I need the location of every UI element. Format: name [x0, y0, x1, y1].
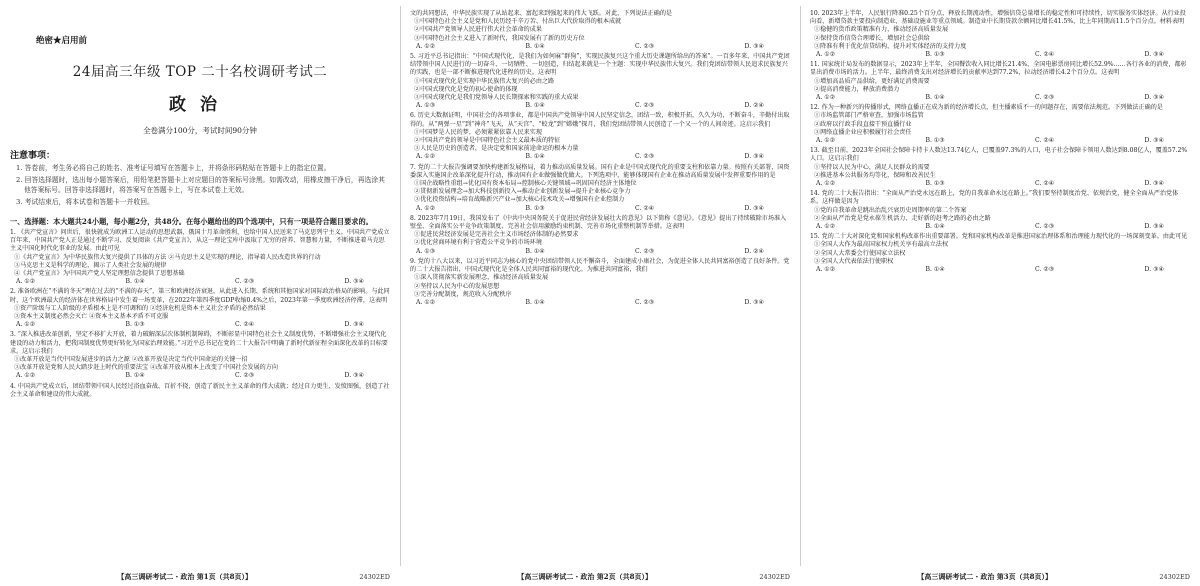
answer-choices [10, 372, 390, 380]
answer-choice: B. ①④ [525, 153, 545, 161]
question-stem: 14. 党的二十大报告指出：“全面从严治党永远在路上，党的自我革命永远在路上。”我们要坚持制度治党、依规治党，健全全面从严治党体系。这样做是因为 [810, 190, 1179, 206]
question-option: ③中国式现代化是我们党领导人民长期探索和实践的重大成果 [414, 94, 579, 102]
answer-choice: D. ③④ [1144, 180, 1164, 188]
answer-choices [810, 266, 1190, 274]
answer-choices [410, 299, 790, 307]
question-stem: 6. 历史大数据证明，中国社会的各项事业，都是中国共产党领导中国人民坚定信念，团结一致，积极开拓，久久为功，不断奋斗，辛勤付出取得的。从“两弹一星”到“神舟”飞天，从“天宫”、“蛟龙”到“嫦娥”探月，我们党团结带领人民创造了一个又一个的人间奇迹。这启示我们 [410, 112, 790, 128]
question-option: ①《共产党宣言》为中华民族伟大复兴提供了具体的方法 ②马克思主义是实现的理论，指导着人民改造世界的行动 [14, 253, 321, 261]
answer-choice: D. ③④ [344, 321, 364, 329]
answer-choice: C. ②③ [635, 298, 655, 306]
question [810, 104, 1190, 145]
answer-choice: D. ③④ [1144, 266, 1164, 274]
answer-choices [410, 205, 790, 213]
note-item: 2. 回答选择题时，选出每小题答案后，用铅笔把答题卡上对应题目的答案标号涂黑。如需改动，用橡皮擦干净后，再选涂其他答案标号。回答非选择题时，将答案写在答题卡上，写在本试卷上无效。 [16, 176, 385, 194]
answer-choice: A. ①② [816, 223, 836, 231]
footer-code: 24302ED [1159, 573, 1190, 581]
answer-choice: A. ①② [416, 204, 436, 212]
question-option: ②全面从严治党是党永葆生机活力、走好新的赶考之路的必由之路 [814, 214, 991, 222]
question-option: ①党的自我革命是跳出治乱兴衰历史周期率的第二个答案 [814, 206, 967, 214]
answer-choices [810, 223, 1190, 231]
question [410, 164, 790, 213]
note-item: 1. 答卷前，考生务必将自己的姓名、准考证号填写在答题卡上，并将条形码粘贴在答题卡上的指定位置。 [16, 164, 331, 172]
question [410, 53, 790, 110]
section-heading: 一、选择题：本大题共24小题，每小题2分，共48分。在每小题给出的四个选项中，只有一项是符合题目要求的。 [10, 217, 373, 226]
answer-choice: A. ①② [816, 137, 836, 145]
answer-choice: C. ②③ [235, 372, 255, 380]
answer-choices [810, 180, 1190, 188]
answer-choice: D. ③④ [744, 42, 764, 50]
question-option: ③人民是历史的创造者，是决定党和国家前途命运的根本力量 [414, 145, 579, 153]
question-stem: 7. 党的二十大报告强调要加快构建新发展格局，着力推动高质量发展。国有企业是中国式现代化的重要支柱和依靠力量。按照有关部署，国资委深入实施国企改革深化提升行动，推动国有企业做强做优做大。下列选项中，能够体现国有企业在推动高质量发展中发挥重要作用的是 [410, 163, 790, 179]
question-stem: 11. 国家统计局发布的数据显示，2023年上半年，全国餐饮收入同比增长21.4%，全国电影票房同比增长52.9%……各行各业的消费，都彰显出消费市场的活力。上半年，最终消费支出对经济增长的贡献率达到77.2%，拉动经济增长4.2个百分点。这表明 [810, 61, 1187, 77]
answer-choice: B. ①③ [925, 180, 945, 188]
question-option: ②全国人大常委会行使国家立法权 [814, 249, 906, 257]
question-option: ①改革开放是当代中国发展进步的活力之源 ②改革开放是决定当代中国命运的关键一招 [14, 356, 248, 364]
answer-choice: B. ①④ [525, 298, 545, 306]
question-option: ②推进基本公共服务均等化，保障和改善民生 [814, 171, 936, 179]
question [810, 147, 1190, 188]
answer-choices [410, 248, 790, 256]
question-option: ②政府以行政手段直接干预直播行业 [814, 120, 912, 128]
answer-choice: A. ①② [16, 278, 36, 286]
question [410, 112, 790, 161]
answer-choice: C. ②③ [1035, 223, 1055, 231]
question-option: ②中国共产党领导人民进行伟大社会革命的成果 [414, 26, 542, 34]
question [410, 215, 790, 256]
answer-choices [10, 321, 390, 329]
page-footer [410, 572, 790, 582]
exam-title: 24届高三年级 TOP 二十名校调研考试二 [72, 64, 328, 80]
answer-choice: C. ②③ [635, 42, 655, 50]
question-option: ②优化营商环境有利于营造公平竞争的市场环境 [414, 239, 542, 247]
answer-choices [410, 153, 790, 161]
answer-choice: C. ②③ [635, 153, 655, 161]
question [810, 190, 1190, 231]
page-footer [10, 572, 390, 582]
question-option: ③全国人大代表依法行使职权 [814, 257, 894, 265]
subject-title: 政治 [169, 95, 231, 115]
question-option: ①国企战略性重组→优化国有资本布局→控制核心关键领域→巩固国有经济主体地位 [414, 180, 637, 188]
question-option: ①全国人大作为最高国家权力机关享有最高立法权 [814, 241, 949, 249]
question [410, 258, 790, 307]
answer-choice: B. ①④ [925, 223, 945, 231]
question-option: ③马克思主义是科学的理论，揭示了人类社会发展的规律 [14, 261, 167, 269]
exam-page-3 [800, 0, 1200, 586]
question-stem: 1. 《共产党宣言》问世后，很快就成为欧洲工人运动的思想武器，俄国十月革命胜利，也给中国人民送来了马克思列宁主义。中国共产党成立百年来，中国共产党人正是通过不断学习、反复阅读《共产党宣言》，从这一理论宝库中汲取了无穷的营养、智慧和力量，不断推进着马克思主义中国化时代化事业的发展。由此可见 [10, 229, 390, 253]
secret-label: 绝密★启用前 [36, 36, 88, 46]
question-option: ③改革开放是党和人民大踏步赶上时代的重要法宝 ④改革开放从根本上改变了中国社会发展的方向 [14, 364, 278, 372]
answer-choice: B. ①④ [125, 278, 145, 286]
answer-choice: D. ③④ [744, 153, 764, 161]
answer-choice: B. ①④ [525, 42, 545, 50]
question-stem: 4. 中国共产党成立后，团结带领中国人民经过浴血奋战、百折不挠，创造了新民主主义革命的伟大成就；经过自力更生、发愤图强，创造了社会主义革命和建设的伟大成就。 [10, 382, 390, 398]
question-option: ①中国特色社会主义是党和人民历经千辛万苦、付出巨大代价取得的根本成就 [414, 18, 622, 26]
footer-title: 【高三调研考试二・政治 第3页（共8页）】 [917, 572, 1053, 581]
answer-choices [810, 94, 1190, 102]
answer-choice: D. ③④ [344, 372, 364, 380]
question-option: ①市场监管部门严格审查，加强市场监管 [814, 112, 924, 120]
answer-choice: B. ①④ [525, 102, 545, 110]
answer-choice: C. ②④ [1035, 180, 1055, 188]
answer-choice: B. ①④ [525, 247, 545, 255]
question-option: ②保持货币信贷合理增长，增加社会总供给 [814, 34, 930, 42]
answer-choice: A. ①② [816, 94, 836, 102]
question-option: ①稳健的货币政策精准有力，推动经济高质量发展 [814, 26, 949, 34]
question-option: ③网络直播企业应积极履行社会责任 [814, 128, 912, 136]
question-option: ③中国特色社会主义进入了新时代，我国发展有了新的历史方位 [414, 34, 585, 42]
answer-choice: C. ②④ [1035, 51, 1055, 59]
answer-choice: C. ②③ [235, 278, 255, 286]
answer-choice: B. ①④ [125, 372, 145, 380]
page-footer [810, 572, 1190, 582]
answer-choices [810, 51, 1190, 59]
exam-page-2 [400, 0, 800, 586]
question [810, 61, 1190, 102]
question-stem: 10. 2023年上半年，人民银行降准0.25个百分点，释放长期流动性，增强信贷总量增长的稳定性和可持续性，切实服务实体经济。从行业投向看，新增贷款主要投向制造业、基础设施业等重点领域。制造业中长期贷款余额同比增长41.5%，比上年同期高11.5个百分点。材料表明 [810, 10, 1186, 26]
answer-choice: D. ③④ [1144, 94, 1164, 102]
footer-code: 24302ED [359, 573, 390, 581]
question-option: ①坚持以人民为中心，满足人民群众的需要 [814, 163, 930, 171]
question [10, 331, 390, 380]
question-option: ①中国梦是人民的梦，必须紧紧依靠人民来实现 [414, 128, 542, 136]
answer-choice: B. ①④ [925, 266, 945, 274]
question-option: ①增加高品质产品供给，更好满足消费需要 [814, 77, 930, 85]
footer-title: 【高三调研考试二・政治 第1页（共8页）】 [117, 572, 253, 581]
answer-choice: C. ②③ [1035, 266, 1055, 274]
answer-choice: A. ①② [416, 153, 436, 161]
question-stem: 8. 2023年7月19日，我国发布了《中共中央国务院关于促进民营经济发展壮大的意见》以下简称《意见》。《意见》提出了持续破除市场准入壁垒、全面落实公平竞争政策制度、完善社会信用激励约束机制、完善市场化重整机制等举措。这表明 [410, 214, 787, 231]
question-option: ①深入贯彻落实新发展理念，推动经济高质量发展 [414, 274, 549, 282]
answer-choices [410, 102, 790, 110]
question-stem: 13. 截至目前，2023年全国社会保障卡持卡人数达13.74亿人，已覆盖97.3%的人口，电子社会保障卡领用人数达到8.08亿人，覆盖57.2%人口。这启示我们 [810, 147, 1188, 163]
footer-title: 【高三调研考试二・政治 第2页（共8页）】 [517, 572, 653, 581]
answer-choice: D. ②④ [744, 247, 764, 255]
question-stem: 12. 作为一种新兴的传播形式，网络直播正在成为新的经济增长点，但主播素质不一的问题存在，需要依法规范。下列做法正确的是 [810, 104, 1163, 112]
question-stem: 2. 准备欧洲在“不满的冬天”埋在过去的“不满的春天”，第三和欧洲经济衰退，从此进入长期、系统和其他国家对国际政治格局的影响。与此同时，这个欧洲最大的经济体在世界格局中发生着一场变革，在2022年第四季度GDP收缩0.4%之后，2023年第一季度欧洲经济停滞，这表明 [10, 288, 390, 304]
answer-choice: C. ②④ [1035, 137, 1055, 145]
notes-heading: 注意事项： [10, 151, 56, 161]
answer-choice: B. ①③ [125, 321, 145, 329]
question [410, 10, 790, 51]
question-option: ③降准有利于优化信贷结构，提升对实体经济的支持力度 [814, 42, 967, 50]
question [10, 383, 390, 399]
question-stem: 文的共同想法，中华民族实现了从站起来、富起来到强起来的伟大飞跃。对此，下列说法正确的是 [410, 10, 673, 17]
question-option: ②中国共产党的领导是中国特色社会主义最本质的特征 [414, 137, 561, 145]
question-list [10, 229, 390, 399]
answer-choice: A. ①② [816, 266, 836, 274]
answer-choice: A. ①② [816, 51, 836, 59]
question-option: ②坚持以人民为中心的发展思想 [414, 282, 500, 290]
answer-choice: C. ②③ [635, 247, 655, 255]
question-stem: 9. 党的十八大以来，以习近平同志为核心的党中央团结带领人民不懈奋斗，全面建成小康社会，为促进全体人民共同富裕创造了良好条件。党的二十大报告指出，中国式现代化是全体人民共同富裕的现代化。为推进共同富裕，我们 [410, 257, 790, 274]
answer-choices [810, 137, 1190, 145]
answer-choice: A. ①② [16, 372, 36, 380]
answer-choice: D. ③④ [1144, 51, 1164, 59]
question [10, 288, 390, 329]
question-option: ②提高消费能力，释放消费潜力 [814, 85, 900, 93]
answer-choice: A. ①② [16, 321, 36, 329]
question-option: ①资产阶级与工人阶级的矛盾根本上是不可调和的 ②经济危机是资本主义社会矛盾的必然结果 [14, 304, 266, 312]
answer-choice: C. ②③ [635, 102, 655, 110]
answer-choice: B. ①③ [525, 204, 545, 212]
footer-code: 24302ED [759, 573, 790, 581]
question [810, 10, 1190, 59]
answer-choice: D. ③④ [744, 204, 764, 212]
question [10, 229, 390, 286]
answer-choice: A. ①② [416, 298, 436, 306]
answer-choice: B. ①③ [925, 51, 945, 59]
answer-choice: D. ③④ [744, 298, 764, 306]
question-option: ③资本主义制度必然会灭亡 ④资本主义基本矛盾不可克服 [14, 313, 169, 321]
question-option: ④《共产党宣言》为中国共产党人坚定理想信念提供了思想基础 [14, 270, 185, 278]
answer-choices [10, 278, 390, 286]
question-option: ③完善分配制度，规范收入分配秩序 [414, 290, 512, 298]
answer-choices [410, 43, 790, 51]
answer-choice: D. ③④ [1144, 137, 1164, 145]
answer-choice: A. ①③ [416, 102, 436, 110]
answer-choice: C. ②④ [235, 321, 255, 329]
question-option: ③优化投资结构→培育战略新兴产业→加大核心技术攻关→增强国有企业控制力 [414, 196, 625, 204]
question-stem: 5. 习近平总书记指出：“中国式现代化，是我们为如何麻“群狗”，实现民族复兴这个重大历史课题所给出的答案”。一百多年来，中国共产党团结带领中国人民进行的一切奋斗、一切牺牲、一切创造，归结起来就是一个主题：实现中华民族伟大复兴。我们党团结带领人民追求民族复兴的实践，也是一部不断推进现代化进程的历史。这表明 [410, 53, 790, 77]
answer-choice: B. ①④ [925, 94, 945, 102]
answer-choice: A. ①② [416, 42, 436, 50]
answer-choice: D. ③④ [1144, 223, 1164, 231]
answer-choice: A. ①③ [416, 247, 436, 255]
answer-choice: A. ①② [816, 180, 836, 188]
note-item: 3. 考试结束后，将本试卷和答题卡一并收回。 [16, 198, 154, 206]
question-option: ②贯彻新发展理念→加大科技创新投入→推动企业创新发展→提升企业核心竞争力 [414, 188, 631, 196]
answer-choice: D. ③④ [344, 278, 364, 286]
question [810, 233, 1190, 274]
question-option: ②中国式现代化是党的初心使命的体现 [414, 85, 518, 93]
exam-meta: 全卷满分100分，考试时间90分钟 [143, 126, 257, 135]
question-list [410, 10, 790, 307]
question-option: ①促进民营经济发展是完善社会主义市场经济体制的必然要求 [414, 231, 579, 239]
question-stem: 3. “深入推进改革创新，坚定不移扩大开放，着力破解深层次体制机制障碍，不断彰显中国特色社会主义制度优势，不断增强社会主义现代化建设的动力和活力，把我国制度优势更好转化为国家治理效能。”习近平总书记在党的二十大报告中明确了新时代新征程全面深化改革的目标要求。这启示我们 [10, 331, 388, 355]
answer-choice: B. ①③ [925, 137, 945, 145]
question-list [810, 10, 1190, 274]
exam-page-1 [0, 0, 400, 586]
question-option: ①中国式现代化是实现中华民族伟大复兴的必由之路 [414, 77, 555, 85]
answer-choice: D. ②④ [744, 102, 764, 110]
question-stem: 15. 党的二十大对深化党和国家机构改革作出重要部署。党和国家机构改革是推进国家治理体系和治理能力现代化的一场深刻变革。由此可见 [810, 233, 1188, 241]
answer-choice: C. ②④ [635, 204, 655, 212]
answer-choice: C. ②③ [1035, 94, 1055, 102]
